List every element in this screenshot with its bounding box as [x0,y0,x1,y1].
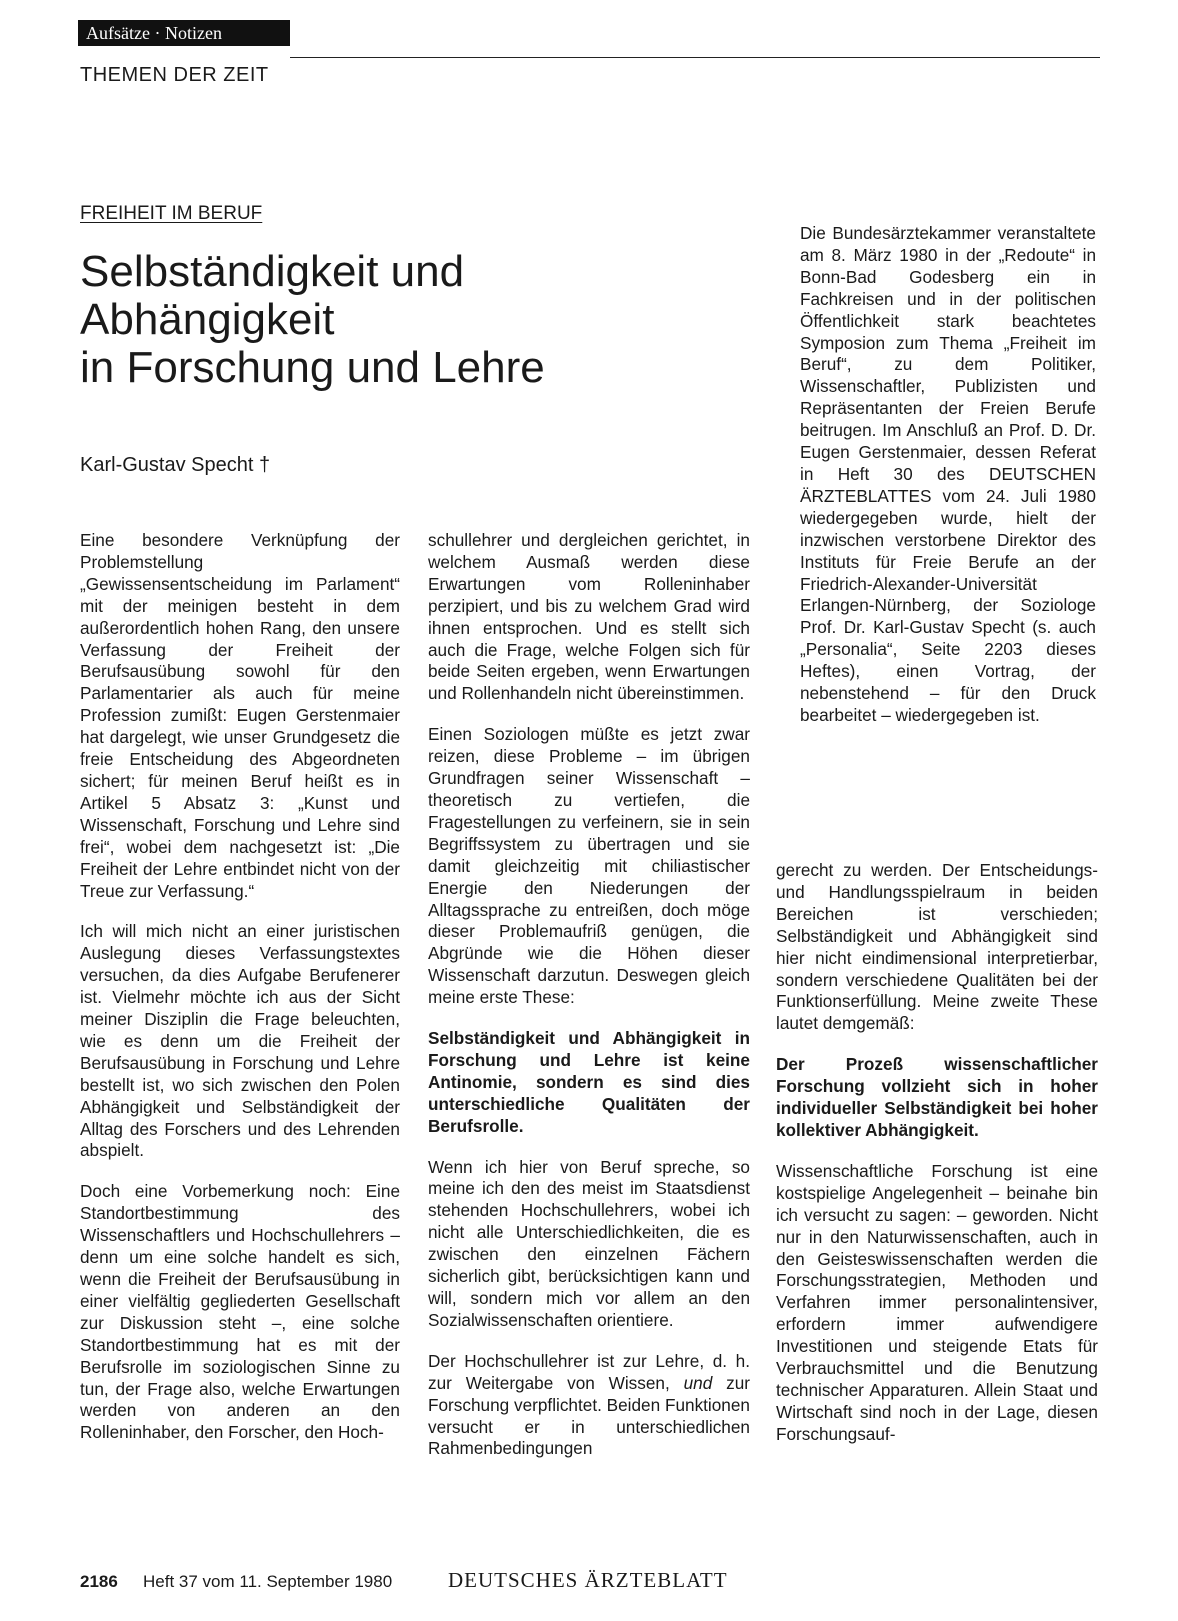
emphasis: und [683,1372,713,1393]
paragraph: Doch eine Vorbemerkung noch: Eine Standortbestimmung des Wissenschaftlers und Hochschullehrers – denn um eine solche handelt es sich, wenn die Freiheit der Berufsausübung in einer vielfältig gegliederten Gesellschaft zur Diskussion steht –, eine solche Standortbestimmung hat es mit der Berufsrolle im soziologischen Sinne zu tun, der Frage also, welche Erwartungen werden von anderen an den Rolleninhaber, den Forscher, den Hoch- [80,1181,400,1443]
paragraph: Ich will mich nicht an einer juristischen Auslegung dieses Verfassungstextes versuchen, da dies Aufgabe Berufenerer ist. Vielmehr möchte ich aus der Sicht meiner Disziplin die Frage beleuchten, wie es denn um die Freiheit der Berufsausübung in Forschung und Lehre bestellt ist, wo sich zwischen den Polen Abhängigkeit und Selbständigkeit der Alltag des Forschers und des Lehrenden abspielt. [80,921,400,1161]
article-author: Karl-Gustav Specht † [80,454,271,476]
paragraph: Wenn ich hier von Beruf spreche, so meine ich den des meist im Staatsdienst stehenden Hochschullehrers, wobei ich nicht alle Unterschiedlichkeiten, die es zwischen den einzelnen Fächern sicherlich gibt, berücksichtigen kann und will, sondern mich vor allem an den Sozialwissenschaften orientiere. [428,1156,750,1330]
issue-info: Heft 37 vom 11. September 1980 [143,1572,393,1591]
text-column-2 [428,530,750,1479]
intro-column [800,223,1096,746]
section-tag: Aufsätze · Notizen [78,20,290,46]
title-line: Selbständigkeit und [80,247,465,296]
text-column-1 [80,530,400,1463]
journal-name: DEUTSCHES ÄRZTEBLATT [448,1568,728,1592]
paragraph: Eine besondere Verknüpfung der Problemstellung „Gewissensentscheidung im Parlament“ mit der meinigen besteht in dem außerordentlich hohen Rang, den unsere Verfassung der Freiheit der Berufsausübung sowohl für den Parlamentarier als auch für meine Profession zumißt: Eugen Gerstenmaier hat dargelegt, wie unser Grundgesetz die freie Entscheidung des Abgeordneten sichert; für meinen Beruf heißt es in Artikel 5 Absatz 3: „Kunst und Wissenschaft, Forschung und Lehre sind frei“, wobei dem nachgesetzt ist: „Die Freiheit der Lehre entbindet nicht von der Treue zur Verfassung.“ [80,530,400,901]
paragraph: Wissenschaftliche Forschung ist eine kostspielige Angelegenheit – beinahe bin ich versucht zu sagen: – geworden. Nicht nur in den Naturwissenschaften, auch in den Geisteswissenschaften werden die Forschungsstrategien, Methoden und Verfahren immer personalintensiver, erfordern immer aufwendigere Investitionen und steigende Etats für Verbrauchsmittel und die Benutzung technischer Apparaturen. Allein Staat und Wirtschaft sind noch in der Lage, diesen Forschungsauf- [776,1160,1098,1444]
text-run: Der Hochschullehrer ist zur Lehre, d. h. zur Weitergabe von Wissen, [428,1350,750,1393]
paragraph: schullehrer und dergleichen gerichtet, in welchem Ausmaß werden diese Erwartungen vom Rolleninhaber perzipiert, und bis zu welchem Grad wird ihnen entsprochen. Und es stellt sich auch die Frage, welche Folgen sich für beide Seiten ergeben, wenn Erwartungen und Rollenhandeln nicht übereinstimmen. [428,530,750,704]
text-column-3 [776,860,1098,1465]
header-rule [290,57,1100,58]
paragraph: Einen Soziologen müßte es jetzt zwar reizen, diese Probleme – im übrigen Grundfragen seiner Wissenschaft – theoretisch zu vertiefen, die Fragestellungen zu verfeinern, sie in sein Begriffssystem zu übertragen und sie damit gleichzeitig mit chiliastischer Energie den Niederungen der Alltagssprache zu entreißen, doch möge dieser Problemaufriß genügen, die Abgründe wie die Höhen dieser Wissenschaft darzutun. Deswegen gleich meine erste These: [428,724,750,1008]
title-line: Abhängigkeit [80,295,335,344]
intro-paragraph: Die Bundesärztekammer veranstaltete am 8. März 1980 in der „Redoute“ in Bonn-Bad Godesberg ein in Fachkreisen und in der politischen Öffentlichkeit stark beachtetes Symposion zum Thema „Freiheit im Beruf“, zu dem Politiker, Wissenschaftler, Publizisten und Repräsentanten der Freien Berufe beitrugen. Im Anschluß an Prof. D. Dr. Eugen Gerstenmaier, dessen Referat in Heft 30 des DEUTSCHEN ÄRZTEBLATTES vom 24. Juli 1980 wiedergegeben wurde, hielt der inzwischen verstorbene Direktor des Instituts für Freie Berufe an der Friedrich-Alexander-Universität Erlangen-Nürnberg, der Soziologe Prof. Dr. Karl-Gustav Specht (s. auch „Personalia“, Seite 2203 dieses Heftes), einen Vortrag, der nebenstehend – für den Druck bearbeitet – wiedergegeben ist. [800,223,1096,725]
thesis-1: Selbständigkeit und Abhängigkeit in Forschung und Lehre ist keine Antinomie, sondern es sind dies unterschiedliche Qualitäten der Berufsrolle. [428,1028,750,1136]
paragraph: gerecht zu werden. Der Entscheidungs- und Handlungsspielraum in beiden Bereichen ist verschieden; Selbständigkeit und Abhängigkeit sind hier nicht eindimensional interpretierbar, sondern verschiedene Qualitäten bei der Funktionserfüllung. Meine zweite These lautet demgemäß: [776,860,1098,1034]
article-kicker: FREIHEIT IM BERUF [80,203,263,224]
text-run: zur Forschung verpflichtet. Beiden Funktionen versucht er in unterschiedlichen Rahmenbedingungen [428,1372,750,1459]
article-title [80,248,700,392]
title-line: in Forschung und Lehre [80,343,545,392]
page-number: 2186 [80,1572,118,1591]
thesis-2: Der Prozeß wissenschaftlicher Forschung vollzieht sich in hoher individueller Selbständigkeit bei hoher kollektiver Abhängigkeit. [776,1054,1098,1140]
section-name: THEMEN DER ZEIT [80,64,269,86]
paragraph [428,1351,750,1461]
